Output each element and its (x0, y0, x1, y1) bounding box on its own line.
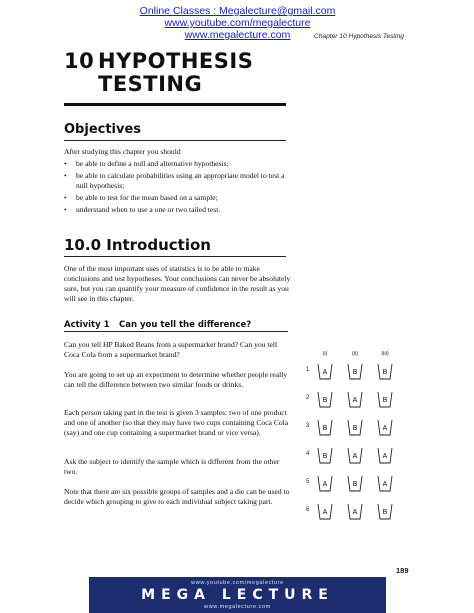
row-label: 2 (306, 395, 310, 401)
activity-number: Activity 1 (64, 320, 110, 330)
cup-icon (317, 419, 333, 436)
cup-icon (347, 391, 363, 408)
cup-icon (317, 363, 333, 380)
cup-letter: B (352, 369, 358, 376)
cup-letter: B (322, 397, 328, 404)
objectives-list (64, 159, 292, 217)
cup-icon (377, 391, 393, 408)
cup-icon (347, 503, 363, 520)
section-heading: 10.0 Introduction (64, 236, 211, 254)
cup-letter: B (352, 425, 358, 432)
column-label: (i) (322, 351, 328, 357)
footer-brand: MEGA LECTURE (141, 587, 334, 603)
footer-youtube: www.youtube.com/megalecture (191, 580, 284, 586)
activity-paragraph: Ask the subject to identify the sample which is different from the other two. (64, 457, 280, 476)
activity-paragraph: Can you tell HP Baked Beans from a supermarket brand? Can you tell Coca Cola from a supermarket brand? (64, 340, 278, 359)
running-header: Chapter 10 Hypothesis Testing (314, 33, 404, 40)
cup-letter: A (322, 481, 328, 488)
row-label: 4 (306, 451, 310, 457)
cup-letter: A (352, 397, 358, 404)
youtube-link[interactable]: www.youtube.com/megalecture (164, 17, 311, 29)
objective-item: • be able to test for the mean based on a sample; (64, 193, 292, 203)
cup-icon (317, 503, 333, 520)
activity-title: Can you tell the difference? (119, 320, 252, 330)
cup-letter: B (352, 481, 358, 488)
cup-letter: B (382, 509, 388, 516)
cup-letter: B (382, 369, 388, 376)
column-label: (ii) (351, 351, 359, 357)
cup-letter: A (352, 453, 358, 460)
chapter-title-line2: TESTING (98, 72, 203, 96)
objective-item: • be able to calculate probabilities using an appropriate model to test a null hypothesis; (64, 171, 292, 191)
title-rule (64, 103, 286, 106)
cup-icon (377, 475, 393, 492)
cup-letter: B (322, 453, 328, 460)
cup-icon (317, 475, 333, 492)
activity-heading (64, 320, 251, 330)
cup-icon (377, 363, 393, 380)
page-number: 189 (396, 566, 409, 575)
footer-banner (89, 577, 386, 613)
cup-letter: B (322, 425, 328, 432)
footer-website: www.megalecture.com (204, 604, 271, 610)
row-label: 3 (306, 423, 310, 429)
row-label: 6 (306, 507, 310, 513)
email-link[interactable]: Online Classes : Megalecture@gmail.com (139, 5, 336, 17)
website-link[interactable]: www.megalecture.com (184, 29, 291, 41)
objectives-rule (64, 140, 286, 141)
activity-paragraph: Each person taking part in the test is given 3 samples: two of one product and one of another (so that they may have two cups containing Coca Cola (say) and one cup containing a supermarket brand or vice versa). (64, 408, 289, 437)
column-label: (iii) (381, 351, 389, 357)
cup-icon (347, 447, 363, 464)
cup-icon (377, 447, 393, 464)
section-rule (64, 256, 286, 257)
cup-icon (377, 419, 393, 436)
chapter-title (64, 50, 253, 96)
objective-item: • understand when to use a one or two tailed test. (64, 205, 292, 215)
cup-letter: A (322, 369, 328, 376)
cup-icon (317, 391, 333, 408)
cup-icon (347, 475, 363, 492)
activity-rule (64, 331, 288, 332)
cup-letter: A (382, 425, 388, 432)
objective-item: • be able to define a null and alternative hypothesis; (64, 159, 292, 169)
cup-letter: A (322, 509, 328, 516)
chapter-number: 10 (64, 49, 95, 73)
objectives-intro: After studying this chapter you should (64, 147, 181, 156)
cup-icon (317, 447, 333, 464)
cup-icon (347, 419, 363, 436)
section-paragraph: One of the most important uses of statistics is to be able to make conclusions and test hypotheses. Your conclusions can never be absolutely sure, but you can quantify your measure of confidence in the result as you will see in this chapter. (64, 264, 291, 303)
cup-letter: A (382, 481, 388, 488)
cup-letter: A (352, 509, 358, 516)
row-label: 1 (306, 367, 310, 373)
activity-paragraph: You are going to set up an experiment to determine whether people really can tell the difference between two similar foods or drinks. (64, 370, 288, 389)
cup-letter: B (382, 397, 388, 404)
cup-diagram (300, 348, 400, 528)
cup-icon (347, 363, 363, 380)
activity-paragraph: Note that there are six possible groups of samples and a die can be used to decide which grouping to give to each individual subject taking part. (64, 487, 290, 506)
cup-icon (377, 503, 393, 520)
objectives-heading: Objectives (64, 122, 142, 137)
row-label: 5 (306, 479, 310, 485)
chapter-title-line1: HYPOTHESIS (98, 49, 254, 73)
cup-letter: A (382, 453, 388, 460)
